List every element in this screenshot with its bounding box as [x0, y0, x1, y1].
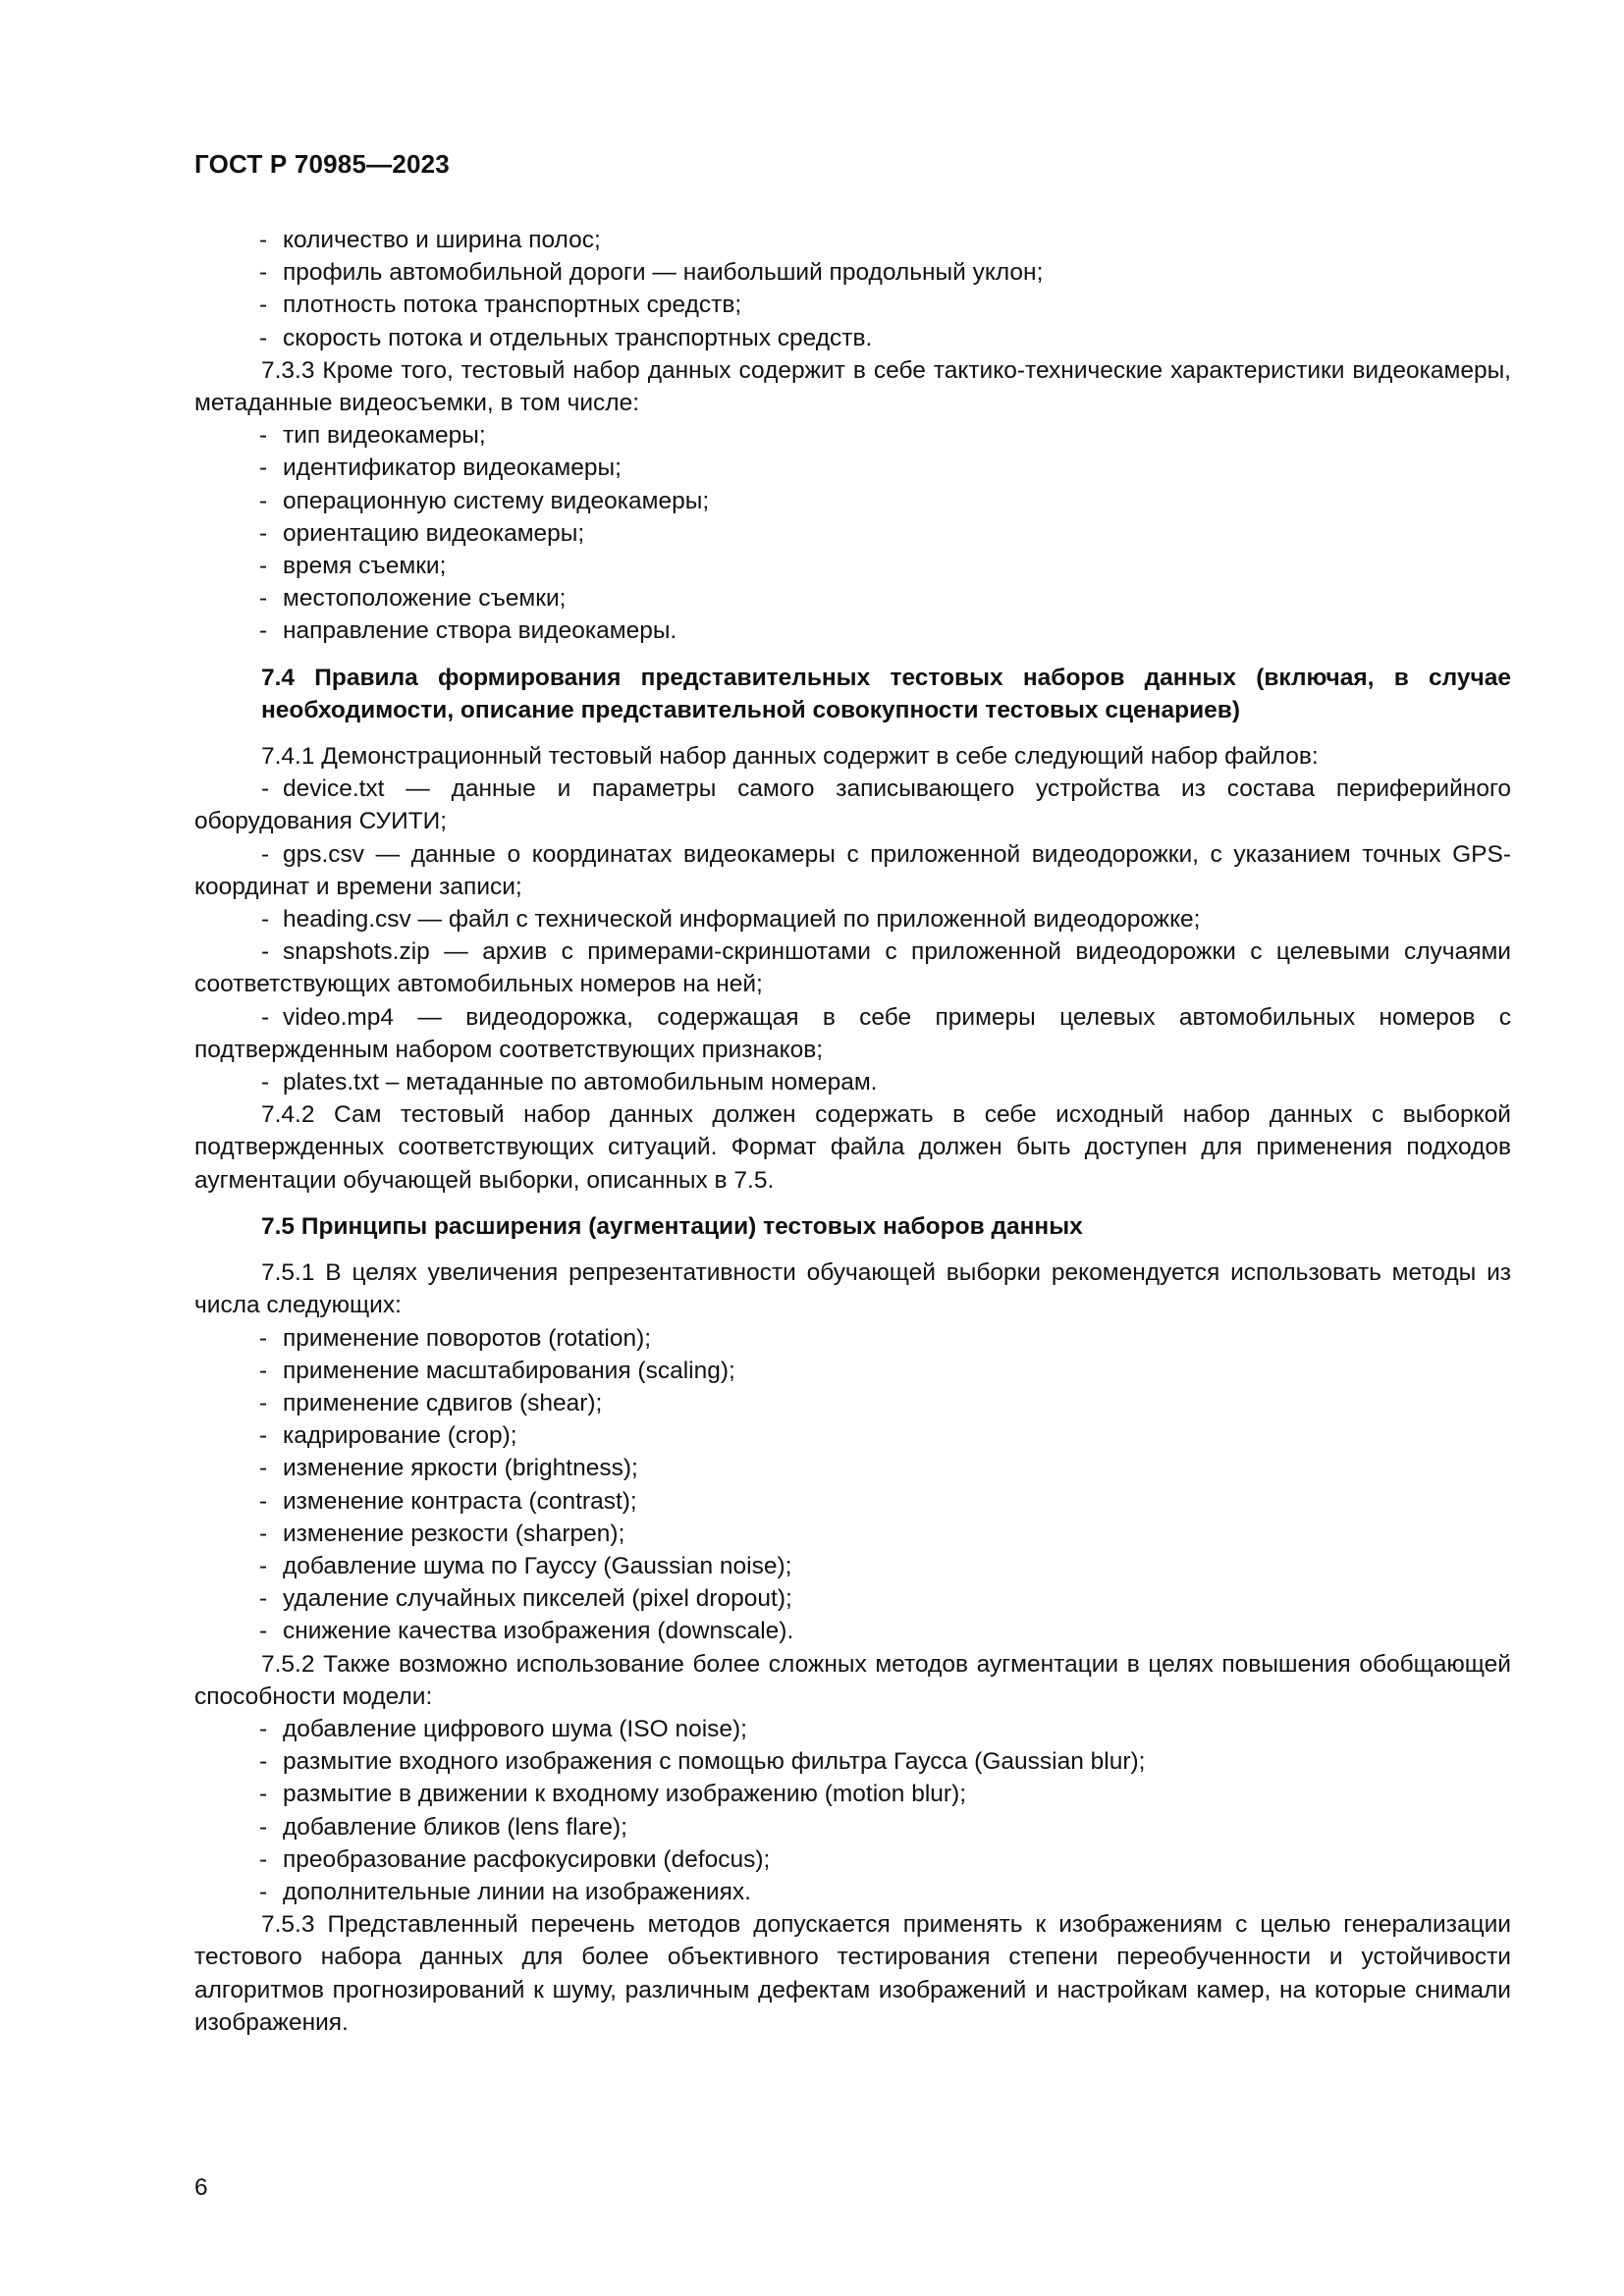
list-item: - gps.csv — данные о координатах видеокамеры с приложенной видеодорожки, с указанием точных GPS-координат и времени записи; [194, 838, 1511, 903]
list-item: - snapshots.zip — архив с примерами-скриншотами с приложенной видеодорожки с целевыми случаями соответствующих автомобильных номеров на ней; [194, 935, 1511, 1000]
list-item: - изменение резкости (sharpen); [194, 1518, 1511, 1550]
paragraph-7-3-3: 7.3.3 Кроме того, тестовый набор данных содержит в себе тактико-технические характеристики видеокамеры, метаданные видеосъемки, в том числе: [194, 356, 1511, 417]
list-item: - plates.txt – метаданные по автомобильным номерам. [194, 1066, 1511, 1098]
section-heading-7-4: 7.4 Правила формирования представительных тестовых наборов данных (включая, в случае необходимости, описание представительной совокупности тестовых сценариев) [261, 664, 1511, 723]
list-item: - снижение качества изображения (downscale). [194, 1615, 1511, 1647]
list-item: - размытие в движении к входному изображению (motion blur); [194, 1778, 1511, 1810]
list-item: - тип видеокамеры; [194, 419, 1511, 452]
list-item: - размытие входного изображения с помощью фильтра Гаусса (Gaussian blur); [194, 1745, 1511, 1778]
list-item: - время съемки; [194, 550, 1511, 582]
section-heading-7-5: 7.5 Принципы расширения (аугментации) тестовых наборов данных [261, 1212, 1083, 1240]
list-item: - heading.csv — файл с технической информацией по приложенной видеодорожке; [194, 903, 1511, 935]
list-item: - добавление бликов (lens flare); [194, 1811, 1511, 1843]
list-item: - преобразование расфокусировки (defocus); [194, 1843, 1511, 1876]
paragraph-7-4-2: 7.4.2 Сам тестовый набор данных должен содержать в себе исходный набор данных с выборкой подтвержденных соответствующих ситуаций. Формат файла должен быть доступен для применения подходов аугментации обучающей выборки, описанных в 7.5. [194, 1101, 1511, 1194]
list-item: - профиль автомобильной дороги — наибольший продольный уклон; [194, 256, 1511, 289]
list-item: - кадрирование (crop); [194, 1419, 1511, 1452]
list-item: - изменение контраста (contrast); [194, 1485, 1511, 1518]
list-item: - количество и ширина полос; [194, 224, 1511, 256]
document-body [194, 224, 1511, 2039]
list-item: - плотность потока транспортных средств; [194, 289, 1511, 321]
list-item: - применение масштабирования (scaling); [194, 1355, 1511, 1387]
list-item: - изменение яркости (brightness); [194, 1452, 1511, 1484]
list-item: - добавление цифрового шума (ISO noise); [194, 1713, 1511, 1745]
list-item: - операционную систему видеокамеры; [194, 485, 1511, 517]
list-item: - добавление шума по Гауссу (Gaussian noise); [194, 1550, 1511, 1582]
list-item: - местоположение съемки; [194, 582, 1511, 614]
list-item: - применение поворотов (rotation); [194, 1322, 1511, 1355]
list-item: - применение сдвигов (shear); [194, 1387, 1511, 1419]
list-item: - ориентацию видеокамеры; [194, 517, 1511, 550]
list-item: - скорость потока и отдельных транспортных средств. [194, 322, 1511, 354]
list-item: - дополнительные линии на изображениях. [194, 1876, 1511, 1908]
paragraph-7-5-2: 7.5.2 Также возможно использование более сложных методов аугментации в целях повышения обобщающей способности модели: [194, 1650, 1511, 1710]
list-item: - video.mp4 — видеодорожка, содержащая в себе примеры целевых автомобильных номеров с подтвержденным набором соответствующих признаков; [194, 1001, 1511, 1066]
list-item: - device.txt — данные и параметры самого записывающего устройства из состава периферийного оборудования СУИТИ; [194, 773, 1511, 837]
paragraph-7-5-1: 7.5.1 В целях увеличения репрезентативности обучающей выборки рекомендуется использовать методы из числа следующих: [194, 1259, 1511, 1319]
list-item: - направление створа видеокамеры. [194, 614, 1511, 647]
list-item: - идентификатор видеокамеры; [194, 452, 1511, 484]
paragraph-7-4-1: 7.4.1 Демонстрационный тестовый набор данных содержит в себе следующий набор файлов: [261, 743, 1319, 771]
document-header: ГОСТ Р 70985—2023 [194, 149, 450, 179]
list-item: - удаление случайных пикселей (pixel dropout); [194, 1582, 1511, 1615]
page-number: 6 [194, 2174, 208, 2201]
paragraph-7-5-3: 7.5.3 Представленный перечень методов допускается применять к изображениям с целью генерализации тестового набора данных для более объективного тестирования степени переобученности и устойчивости алгоритмов прогнозирований к шуму, различным дефектам изображений и настройкам камер, на которые снимали изображения. [194, 1911, 1511, 2036]
